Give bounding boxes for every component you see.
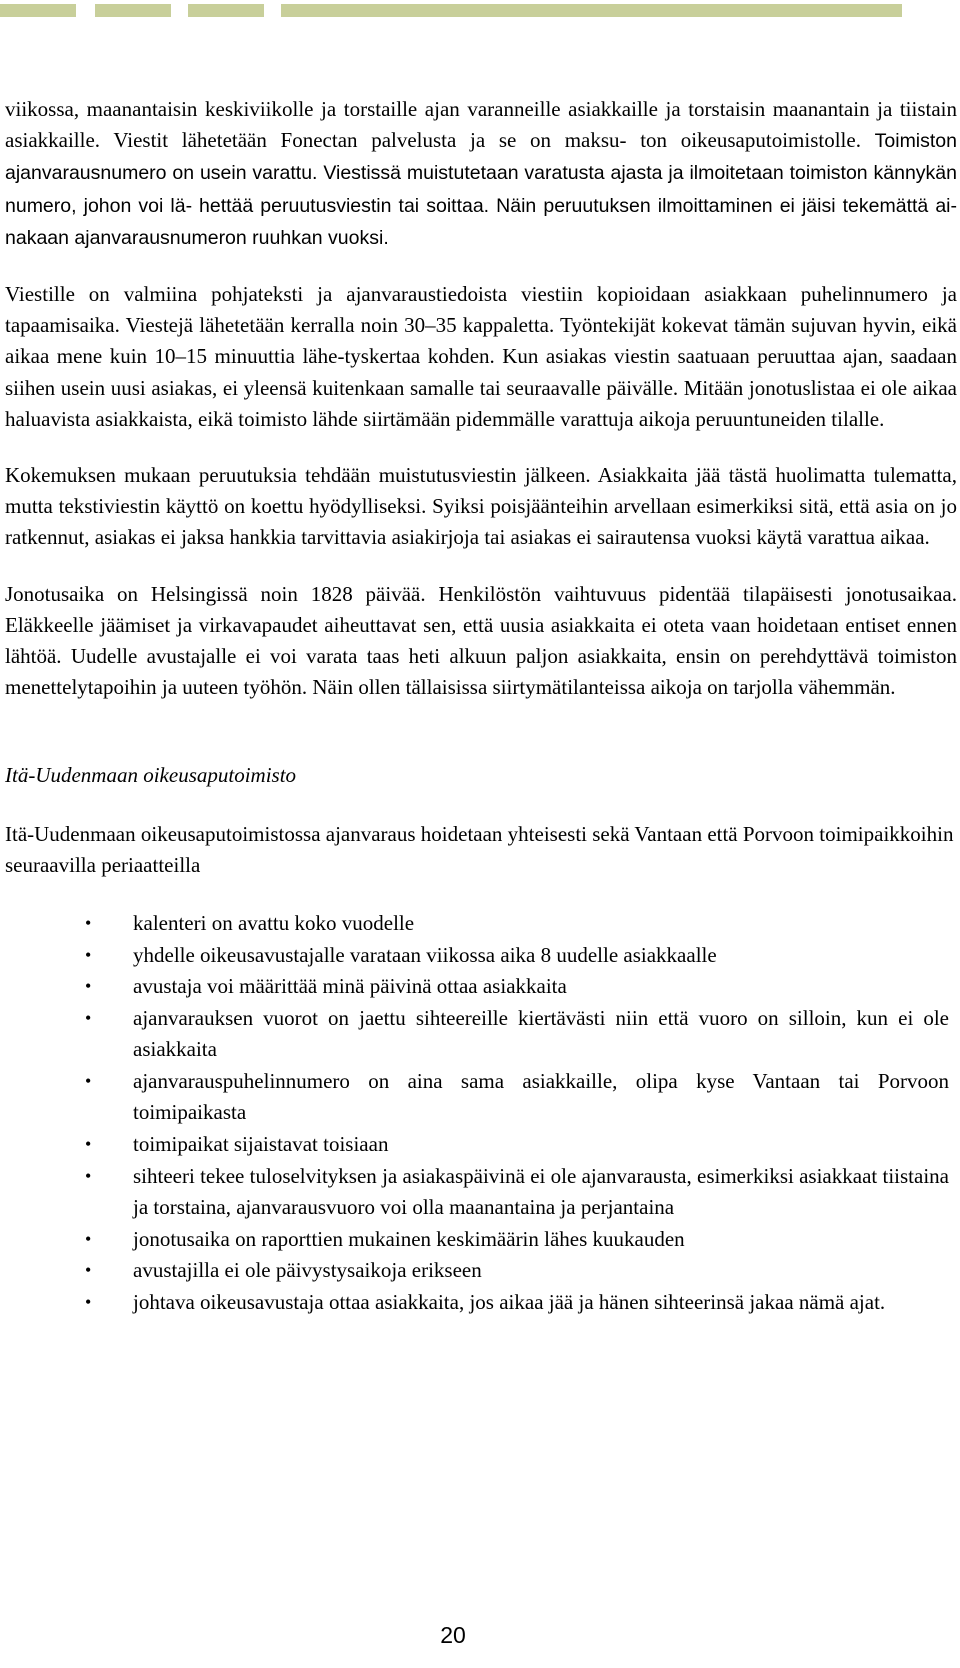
bullet-icon: • <box>85 1071 92 1092</box>
bullet-icon: • <box>85 944 92 965</box>
bullet-icon: • <box>85 1292 92 1312</box>
section-intro: Itä-Uudenmaan oikeusaputoimistossa ajanvaraus hoidetaan yhteisesti sekä Vantaan että Porvoon toimipaikkoihin seuraavilla periaatteilla <box>5 821 954 877</box>
list-item <box>5 1003 957 1065</box>
list-item-text: jonotusaika on raporttien mukainen keskimäärin lähes kuukauden <box>133 1226 685 1251</box>
list-item-text: sihteeri tekee tuloselvityksen ja asiakaspäivinä ei ole ajanvarausta, esimerkiksi asiakkaat tiistaina ja torstaina, ajanvarausvuoro voi olla maanantaina ja perjantaina <box>133 1163 949 1219</box>
list-item <box>5 940 957 971</box>
header-bar-segment <box>188 4 264 17</box>
header-bar-segment <box>281 4 902 17</box>
list-item <box>5 971 957 1002</box>
list-item <box>5 1129 957 1160</box>
list-item-text: avustajilla ei ole päivystysaikoja erikseen <box>133 1258 482 1283</box>
bullet-icon: • <box>85 1165 92 1186</box>
paragraph-line: hettää peruutusviestin tai soittaa. Näin peruutuksen ilmoittaminen ei jäisi tekemättä ai- <box>199 194 958 217</box>
paragraph-line: viikossa, maanantaisin keskiviikolle ja torstaille ajan varanneille asiakkaille ja torstaisin <box>5 97 766 121</box>
list-item-text: toimipaikat sijaistavat toisiaan <box>133 1131 389 1156</box>
header-bar-segment <box>0 4 76 17</box>
list-item-text: kalenteri on avattu koko vuodelle <box>133 911 415 936</box>
list-item-text: ajanvarauspuhelinnumero on aina sama asiakkaille, olipa kyse Vantaan tai Porvoon toimipaikasta <box>133 1069 949 1125</box>
list-item <box>5 1255 957 1286</box>
list-item <box>5 908 957 939</box>
paragraph-reminder-messages <box>5 94 957 254</box>
paragraph-line: maanantain ja tiistain asiakkaille. Viestit lähetetään Fonectan palvelusta ja se on maksu- <box>5 97 958 153</box>
paragraph-message-template: Viestille on valmiina pohjateksti ja ajanvaraustiedoista viestiin kopioidaan asiakkaan puhelinnumero ja tapaamisaika. Viestejä lähetetään kerralla noin 30–35 kappaletta. Työntekijät kokevat tämän sujuvan hyvin, eikä aikaa mene kuin 10–15 minuuttia lähe-tyskertaa kohden. Kun asiakas viestin saatuaan peruuttaa ajan, saadaan siihen usein uusi asiakas, ei yleensä kuitenkaan samalle tai seuraavalle päivälle. Mitään jonotuslistaa ei ole aikaa haluavista asiakkaista, eikä toimisto lähde siirtämään pidemmälle varattuja aikoja peruuntuneiden tilalle. <box>5 282 957 431</box>
list-item <box>5 1287 957 1318</box>
paragraph-line: nakaan ajanvarausnumeron ruuhkan vuoksi. <box>5 226 389 249</box>
list-item-text: ajanvarauksen vuorot on jaettu sihteereille kiertävästi niin että vuoro on silloin, kun ei ole asiakkaita <box>133 1006 949 1062</box>
bullet-icon: • <box>85 1008 92 1029</box>
paragraph-line: ton oikeusaputoimistolle. <box>640 128 861 153</box>
header-decoration-bar <box>0 4 960 17</box>
bullet-icon: • <box>85 913 92 934</box>
list-item-text: yhdelle oikeusavustajalle varataan viikossa aika 8 uudelle asiakkaalle <box>133 942 717 967</box>
paragraph-line: Toimiston ajanvarausnumero on usein varattu. Viestissä muistutetaan varatusta ajasta ja ilmoitetaan toimiston kännykän numero, johon voi lä- <box>5 130 958 217</box>
bullet-icon: • <box>85 1260 92 1281</box>
list-item <box>5 1066 957 1128</box>
principles-list <box>5 908 957 1318</box>
paragraph-queue-time: Jonotusaika on Helsingissä noin 1828 päivää. Henkilöstön vaihtuvuus pidentää tilapäisesti jonotusaikaa. Eläkkeelle jäämiset ja virkavapaudet aiheuttavat sen, että uusia asiakkaita ei oteta vaan hoidetaan entiset ennen lähtöä. Uudelle avustajalle ei voi varata taas heti alkuun paljon asiakkaita, ensin on perehdyttävä toimiston menettelytapoihin ja uuteen työhön. Näin ollen tällaisissa siirtymätilanteissa aikoja on tarjolla vähemmän. <box>5 581 957 700</box>
list-item-text: avustaja voi määrittää minä päivinä ottaa asiakkaita <box>133 974 567 999</box>
section-heading: Itä-Uudenmaan oikeusaputoimisto <box>5 763 297 788</box>
bullet-icon: • <box>85 1133 92 1154</box>
page-content <box>5 94 957 1319</box>
list-item <box>5 1161 957 1223</box>
paragraph-cancellations: Kokemuksen mukaan peruutuksia tehdään muistutusviestin jälkeen. Asiakkaita jää tästä huolimatta tulematta, mutta tekstiviestin käyttö on koettu hyödylliseksi. Syiksi poisjäänteihin arvellaan esimerkiksi sitä, että asia on jo ratkennut, asiakas ei jaksa hankkia tarvittavia asiakirjoja tai asiakas ei sairautensa vuoksi käytä varattua aikaa. <box>5 463 957 550</box>
list-item-text: johtava oikeusavustaja ottaa asiakkaita, jos aikaa jää ja hänen sihteerinsä jakaa nämä ajat. <box>133 1290 886 1314</box>
header-bar-segment <box>95 4 171 17</box>
page-number: 20 <box>440 1622 466 1648</box>
bullet-icon: • <box>85 976 92 997</box>
list-item <box>5 1224 957 1255</box>
bullet-icon: • <box>85 1228 92 1249</box>
